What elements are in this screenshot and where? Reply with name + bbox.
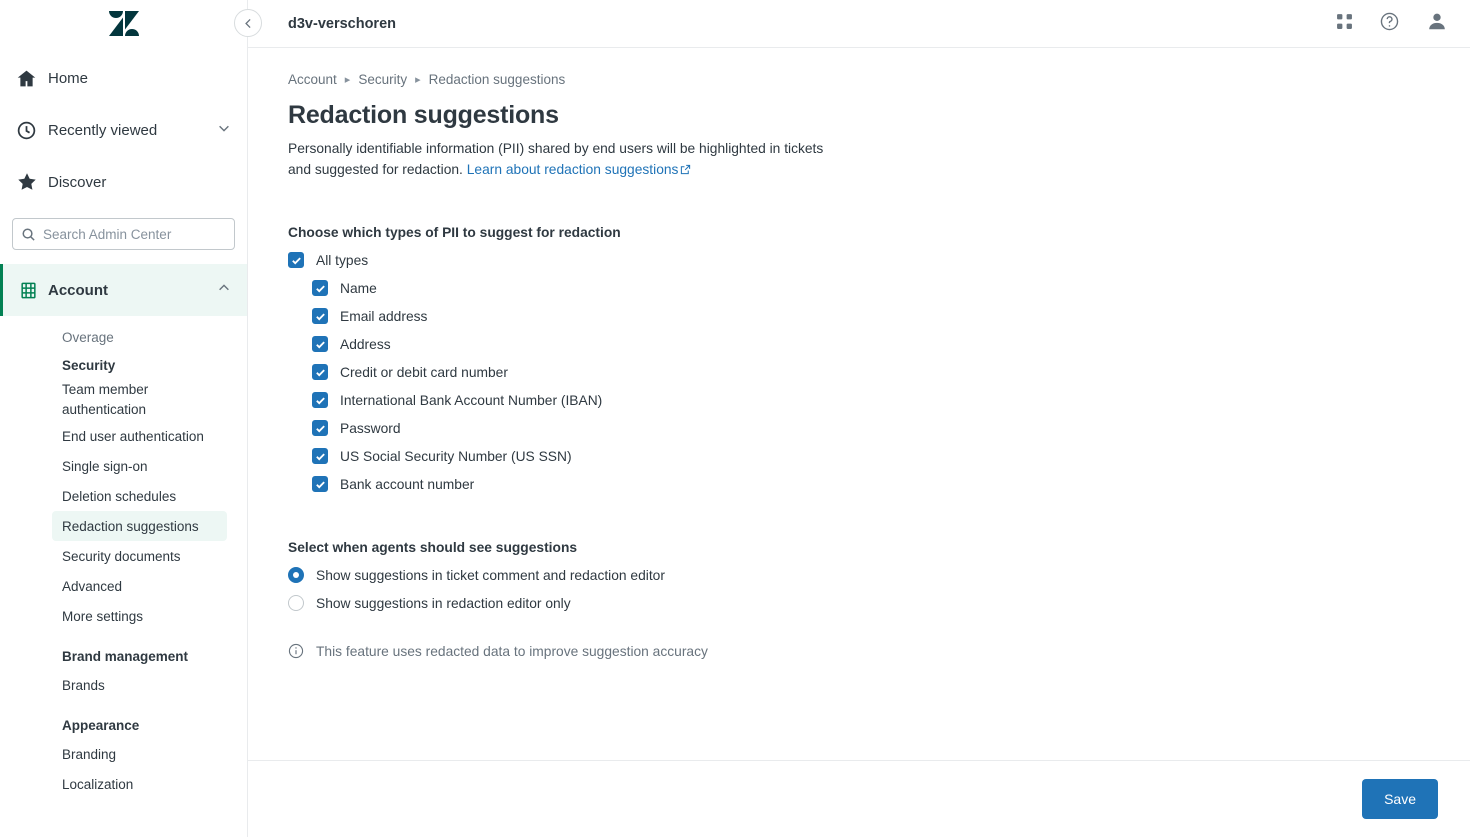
checkbox-iban[interactable] bbox=[312, 392, 328, 408]
account-subnav bbox=[0, 316, 247, 799]
sidebar-item-recently-viewed[interactable] bbox=[0, 104, 247, 156]
feature-note-text: This feature uses redacted data to improve suggestion accuracy bbox=[316, 643, 708, 659]
save-button[interactable]: Save bbox=[1362, 779, 1438, 819]
checkbox-email-address[interactable] bbox=[312, 308, 328, 324]
sidebar-item-advanced[interactable]: Advanced bbox=[62, 578, 123, 594]
external-link-icon[interactable] bbox=[680, 161, 691, 182]
sidebar-item-security-documents[interactable]: Security documents bbox=[62, 548, 181, 564]
grid-apps-icon[interactable] bbox=[1336, 13, 1353, 35]
home-icon bbox=[16, 68, 48, 89]
clock-icon bbox=[16, 120, 48, 141]
checkbox-label: Password bbox=[340, 420, 401, 436]
topbar-actions bbox=[1336, 10, 1448, 37]
sidebar-item-label: Discover bbox=[48, 173, 107, 191]
main-panel bbox=[248, 0, 1470, 837]
radio-row-ticket-comment-and-editor[interactable] bbox=[288, 567, 1430, 583]
breadcrumb bbox=[288, 72, 1430, 87]
sidebar-item-deletion-schedules[interactable]: Deletion schedules bbox=[62, 488, 177, 504]
breadcrumb-item-current: Redaction suggestions bbox=[428, 72, 566, 87]
sidebar-item-brands[interactable]: Brands bbox=[62, 677, 105, 693]
checkbox-label: Email address bbox=[340, 308, 428, 324]
search-container bbox=[0, 208, 247, 264]
checkbox-row-credit-card[interactable] bbox=[312, 364, 1430, 380]
checkbox-all-types[interactable] bbox=[288, 252, 304, 268]
radio-label: Show suggestions in ticket comment and redaction editor bbox=[316, 567, 665, 583]
checkbox-label: US Social Security Number (US SSN) bbox=[340, 448, 572, 464]
radio-row-editor-only[interactable] bbox=[288, 595, 1430, 611]
sidebar-item-branding[interactable]: Branding bbox=[62, 746, 117, 762]
search-box[interactable] bbox=[12, 218, 235, 250]
checkbox-address[interactable] bbox=[312, 336, 328, 352]
sidebar-item-home[interactable] bbox=[0, 52, 247, 104]
checkbox-label: Credit or debit card number bbox=[340, 364, 508, 380]
breadcrumb-separator-icon: ▸ bbox=[344, 74, 351, 86]
checkbox-row-iban[interactable] bbox=[312, 392, 1430, 408]
checkbox-label: Bank account number bbox=[340, 476, 475, 492]
visibility-section-heading: Select when agents should see suggestions bbox=[288, 540, 578, 556]
breadcrumb-separator-icon: ▸ bbox=[415, 74, 421, 86]
sidebar-item-overage[interactable]: Overage bbox=[62, 329, 114, 345]
sidebar-item-label: Recently viewed bbox=[48, 121, 158, 139]
page-description-text: Personally identifiable information (PII) shared by end users will be highlighted in tickets and suggested for redaction. bbox=[288, 141, 824, 177]
radio-editor-only[interactable] bbox=[288, 595, 304, 611]
feature-note bbox=[288, 643, 1430, 659]
content-area bbox=[248, 48, 1470, 760]
sidebar-item-label: Account bbox=[48, 281, 108, 299]
sidebar-item-single-sign-on[interactable]: Single sign-on bbox=[62, 458, 148, 474]
pii-section-heading: Choose which types of PII to suggest for redaction bbox=[288, 225, 621, 241]
radio-ticket-comment-and-editor[interactable] bbox=[288, 567, 304, 583]
sidebar-heading-security: Security bbox=[62, 358, 116, 373]
sidebar-item-redaction-suggestions[interactable]: Redaction suggestions bbox=[52, 511, 227, 541]
sidebar bbox=[0, 0, 248, 837]
search-input[interactable] bbox=[43, 227, 226, 242]
sidebar-item-more-settings[interactable]: More settings bbox=[62, 608, 144, 624]
sidebar-item-account[interactable] bbox=[0, 264, 247, 316]
check-icon bbox=[315, 339, 326, 350]
topbar bbox=[248, 0, 1470, 48]
star-icon bbox=[16, 171, 48, 193]
checkbox-label: Name bbox=[340, 280, 377, 296]
checkbox-row-email-address[interactable] bbox=[312, 308, 1430, 324]
sidebar-item-label: Home bbox=[48, 69, 89, 87]
check-icon bbox=[291, 255, 302, 266]
sidebar-item-end-user-authentication[interactable]: End user authentication bbox=[62, 428, 204, 444]
check-icon bbox=[315, 283, 326, 294]
sidebar-heading-appearance: Appearance bbox=[62, 718, 140, 733]
zendesk-logo-icon bbox=[109, 11, 139, 37]
sidebar-item-team-member-authentication[interactable]: Team member authentication bbox=[62, 382, 149, 417]
check-icon bbox=[315, 479, 326, 490]
checkbox-name[interactable] bbox=[312, 280, 328, 296]
chevron-up-icon[interactable] bbox=[217, 281, 231, 300]
chevron-down-icon[interactable] bbox=[217, 121, 231, 140]
checkbox-row-all-types[interactable] bbox=[288, 252, 1430, 268]
checkbox-label: All types bbox=[316, 252, 369, 268]
checkbox-password[interactable] bbox=[312, 420, 328, 436]
checkbox-row-name[interactable] bbox=[312, 280, 1430, 296]
check-icon bbox=[315, 423, 326, 434]
user-avatar-icon[interactable] bbox=[1426, 10, 1448, 37]
breadcrumb-item-security[interactable]: Security bbox=[358, 72, 408, 87]
building-icon bbox=[19, 281, 48, 300]
checkbox-row-address[interactable] bbox=[312, 336, 1430, 352]
sidebar-collapse-button[interactable] bbox=[234, 9, 262, 37]
checkbox-credit-or-debit-card-number[interactable] bbox=[312, 364, 328, 380]
page-description bbox=[288, 139, 828, 181]
page-title: Redaction suggestions bbox=[288, 101, 559, 129]
radio-label: Show suggestions in redaction editor only bbox=[316, 595, 571, 611]
topbar-title: d3v-verschoren bbox=[288, 15, 396, 32]
checkbox-label: International Bank Account Number (IBAN) bbox=[340, 392, 603, 408]
checkbox-row-bank-account-number[interactable] bbox=[312, 476, 1430, 492]
checkbox-us-social-security-number[interactable] bbox=[312, 448, 328, 464]
checkbox-label: Address bbox=[340, 336, 391, 352]
check-icon bbox=[315, 395, 326, 406]
search-icon bbox=[21, 227, 36, 242]
primary-nav bbox=[0, 48, 247, 208]
footer-bar bbox=[248, 760, 1470, 837]
check-icon bbox=[315, 451, 326, 462]
help-circle-icon[interactable] bbox=[1379, 11, 1400, 37]
check-icon bbox=[315, 311, 326, 322]
breadcrumb-item-account[interactable]: Account bbox=[288, 72, 337, 87]
check-icon bbox=[315, 367, 326, 378]
checkbox-row-us-ssn[interactable] bbox=[312, 448, 1430, 464]
checkbox-bank-account-number[interactable] bbox=[312, 476, 328, 492]
learn-more-link[interactable]: Learn about redaction suggestions bbox=[466, 161, 679, 177]
info-icon bbox=[288, 643, 304, 659]
zendesk-logo[interactable] bbox=[0, 0, 247, 48]
chevron-left-icon bbox=[242, 17, 255, 30]
sidebar-heading-brand-management: Brand management bbox=[62, 649, 189, 664]
sidebar-item-localization[interactable]: Localization bbox=[62, 776, 134, 792]
checkbox-row-password[interactable] bbox=[312, 420, 1430, 436]
sidebar-item-discover[interactable] bbox=[0, 156, 247, 208]
